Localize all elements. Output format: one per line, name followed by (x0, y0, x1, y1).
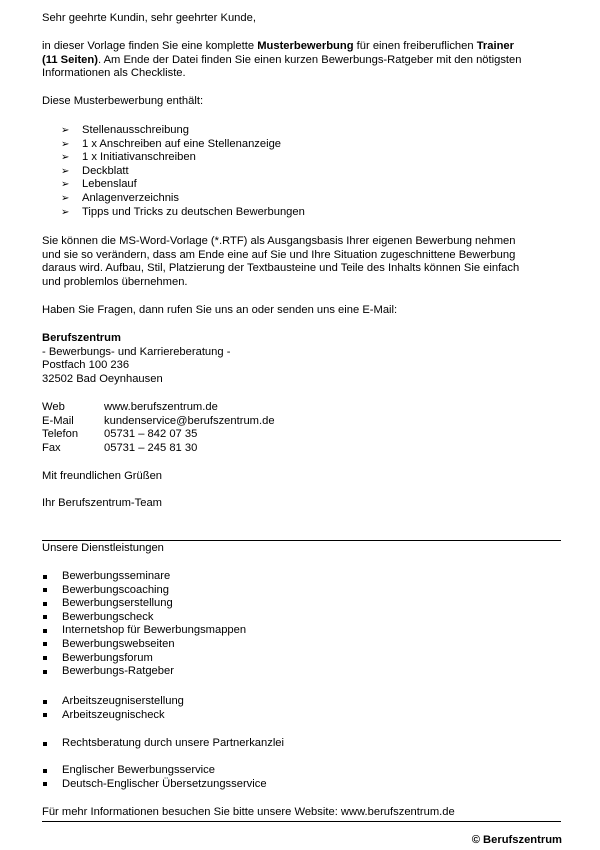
list-item (42, 652, 246, 666)
closing: Mit freundlichen Grüßen (42, 470, 163, 482)
contact-label: E-Mail (42, 414, 74, 427)
service-label: Rechtsberatung durch unsere Partnerkanzlei (62, 737, 285, 749)
services-list-1 (42, 570, 246, 679)
list-item (42, 597, 246, 611)
list-item (42, 138, 305, 152)
list-item (42, 638, 246, 652)
square-bullet-icon (43, 575, 47, 579)
service-label: Bewerbungsseminare (62, 570, 171, 582)
contact-block (42, 401, 442, 455)
email-link[interactable]: kundenservice@berufszentrum.de (104, 414, 275, 427)
more-info: Für mehr Informationen besuchen Sie bitte unsere Website: www.berufszentrum.de (42, 806, 455, 818)
questions-text: Haben Sie Fragen, dann rufen Sie uns an oder senden uns eine E-Mail: (42, 304, 398, 316)
service-label: Englischer Bewerbungsservice (62, 764, 215, 776)
list-item (42, 165, 305, 179)
intro-text: in dieser Vorlage finden Sie eine komplette (42, 40, 258, 52)
intro-text: . Am Ende der Datei finden Sie einen kurzen Bewerbungs-Ratgeber mit den nötigsten (97, 53, 522, 66)
arrow-bullet-icon: ➢ (61, 165, 70, 177)
contact-label: Web (42, 401, 65, 413)
services-heading: Unsere Dienstleistungen (42, 542, 164, 554)
list-item (42, 570, 246, 584)
arrow-bullet-icon: ➢ (61, 206, 70, 218)
list-item (42, 737, 284, 751)
list-item (42, 695, 184, 709)
contents-heading: Diese Musterbewerbung enthält: (42, 95, 204, 107)
contact-fax (42, 442, 442, 456)
intro-paragraph (42, 40, 562, 81)
square-bullet-icon (43, 670, 47, 674)
usage-line: und problemlos übernehmen. (42, 275, 188, 288)
usage-line: Sie können die MS-Word-Vorlage (*.RTF) als Ausgangsbasis Ihrer eigenen Bewerbung nehmen (42, 235, 516, 247)
contact-phone (42, 428, 442, 442)
service-label: Deutsch-Englischer Übersetzungsservice (62, 777, 267, 790)
arrow-bullet-icon: ➢ (61, 138, 70, 150)
square-bullet-icon (43, 615, 47, 619)
list-item (42, 206, 305, 220)
service-label: Bewerbungswebseiten (62, 637, 175, 650)
list-item (42, 611, 246, 625)
salutation: Sehr geehrte Kundin, sehr geehrter Kunde, (42, 12, 256, 24)
intro-text: für einen freiberuflichen (353, 40, 477, 52)
list-item (42, 192, 305, 206)
intro-line-1 (42, 40, 562, 54)
services-list-2 (42, 695, 184, 722)
list-item (42, 151, 305, 165)
divider-top (42, 540, 561, 541)
list-item (42, 778, 267, 792)
intro-bold-trainer: Trainer (476, 40, 514, 52)
service-label: Arbeitszeugniserstellung (62, 695, 184, 707)
list-item (42, 584, 246, 598)
intro-bold-musterbewerbung: Musterbewerbung (257, 40, 354, 52)
fax-value: 05731 – 245 81 30 (104, 441, 198, 454)
contact-label: Telefon (42, 428, 79, 441)
service-label: Bewerbungs-Ratgeber (62, 665, 174, 678)
list-item (42, 665, 246, 679)
company-name: Berufszentrum (42, 332, 121, 344)
list-item-label: 1 x Initiativanschreiben (82, 151, 196, 164)
phone-value: 05731 – 842 07 35 (104, 428, 198, 441)
company-subtitle: - Bewerbungs- und Karriereberatung - (42, 345, 231, 358)
list-item-label: 1 x Anschreiben auf eine Stellenanzeige (82, 137, 282, 150)
service-label: Bewerbungscheck (62, 610, 154, 623)
list-item (42, 624, 246, 638)
city: 32502 Bad Oeynhausen (42, 372, 163, 385)
service-label: Bewerbungsforum (62, 651, 153, 664)
list-item-label: Anlagenverzeichnis (82, 191, 180, 204)
address-block (42, 332, 230, 386)
contents-list (42, 124, 305, 219)
square-bullet-icon (43, 742, 47, 746)
services-list-4 (42, 764, 267, 791)
list-item (42, 178, 305, 192)
list-item (42, 124, 305, 138)
list-item (42, 709, 184, 723)
contact-web (42, 401, 442, 415)
arrow-bullet-icon: ➢ (61, 152, 70, 164)
square-bullet-icon (43, 769, 47, 773)
list-item-label: Lebenslauf (82, 178, 137, 191)
list-item-label: Stellenausschreibung (82, 124, 189, 136)
web-link[interactable]: www.berufszentrum.de (104, 401, 218, 413)
list-item-label: Tipps und Tricks zu deutschen Bewerbungen (82, 205, 305, 218)
service-label: Bewerbungserstellung (62, 597, 173, 610)
arrow-bullet-icon: ➢ (61, 125, 70, 136)
square-bullet-icon (43, 700, 47, 704)
service-label: Bewerbungscoaching (62, 583, 169, 596)
arrow-bullet-icon: ➢ (61, 192, 70, 204)
intro-bold-pages: (11 Seiten) (42, 53, 98, 66)
postbox: Postfach 100 236 (42, 359, 130, 372)
square-bullet-icon (43, 629, 47, 633)
usage-paragraph (42, 235, 567, 289)
service-label: Internetshop für Bewerbungsmappen (62, 624, 247, 637)
list-item-label: Deckblatt (82, 164, 129, 177)
contact-email (42, 415, 442, 429)
square-bullet-icon (43, 642, 47, 646)
intro-line-3: Informationen als Checkliste. (42, 67, 186, 80)
square-bullet-icon (43, 713, 47, 717)
square-bullet-icon (43, 602, 47, 606)
square-bullet-icon (43, 782, 47, 786)
services-list-3 (42, 737, 284, 751)
square-bullet-icon (43, 588, 47, 592)
copyright: © Berufszentrum (471, 834, 562, 846)
list-item (42, 764, 267, 778)
square-bullet-icon (43, 656, 47, 660)
intro-line-2 (42, 54, 562, 68)
divider-bottom (42, 821, 561, 822)
usage-line: und sie so verändern, dass am Ende eine auf Sie und Ihre Situation zugeschnittene Bewerbung (42, 248, 516, 261)
contact-label: Fax (42, 441, 61, 454)
usage-line: daraus wird. Aufbau, Stil, Platzierung der Textbausteine und Teile des Inhalts können Sie einfach (42, 262, 520, 275)
arrow-bullet-icon: ➢ (61, 179, 70, 191)
signature: Ihr Berufszentrum-Team (42, 497, 162, 509)
service-label: Arbeitszeugnischeck (62, 708, 165, 721)
